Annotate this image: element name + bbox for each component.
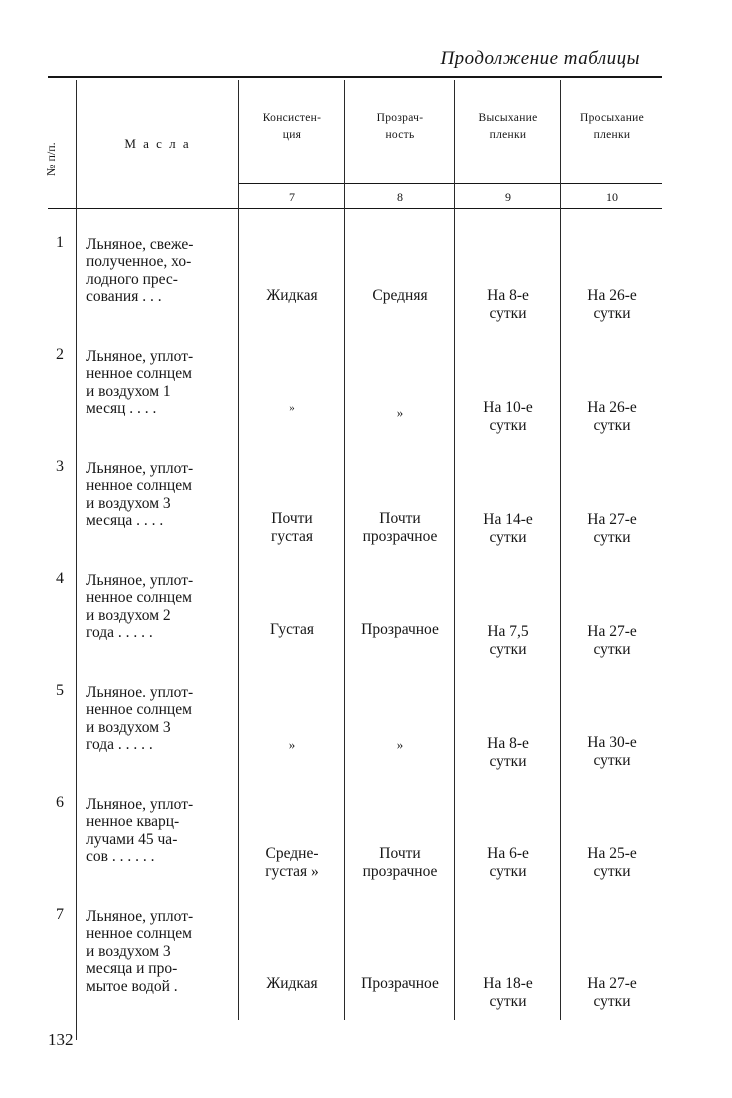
- oil-line: и воздухом 1: [86, 382, 171, 400]
- row-number: 6: [56, 794, 64, 811]
- oil-description: [86, 348, 236, 418]
- drying-cell: На 7,5 сутки: [487, 623, 529, 658]
- consistency-cell: Густая: [270, 621, 314, 638]
- through-drying-cell: На 26-е сутки: [587, 399, 637, 434]
- through-drying-cell: На 27-е сутки: [587, 623, 637, 658]
- column-divider-3: [344, 80, 345, 1020]
- oil-description: [86, 908, 236, 995]
- oil-line: ненное солнцем: [86, 925, 192, 943]
- drying-cell: На 10-е сутки: [483, 399, 533, 434]
- transparency-cell: Средняя: [372, 287, 428, 304]
- oil-description: [86, 236, 236, 306]
- oil-line: лодного прес-: [86, 270, 178, 288]
- oil-description: [86, 460, 236, 530]
- through-drying-cell: На 27-е сутки: [587, 975, 637, 1010]
- oil-line: ненное кварц-: [86, 813, 180, 831]
- column-divider-5: [560, 80, 561, 1020]
- row-number: 1: [56, 234, 64, 251]
- oil-line: полученное, хо-: [86, 253, 192, 271]
- row-number: 4: [56, 570, 64, 587]
- oil-line: мытое водой .: [86, 977, 178, 995]
- column-number-rule: [238, 183, 662, 184]
- oil-line: месяца . . . .: [86, 512, 164, 530]
- consistency-cell: Средне- густая »: [265, 845, 319, 880]
- oil-line: и воздухом 2: [86, 606, 171, 624]
- oil-line: Льняное. уплот-: [86, 684, 194, 701]
- oil-line: Льняное, свеже-: [86, 236, 194, 253]
- column-divider-2: [238, 80, 239, 1020]
- through-drying-cell: На 27-е сутки: [587, 511, 637, 546]
- consistency-cell: »: [289, 402, 295, 414]
- oil-line: сов . . . . . .: [86, 848, 155, 866]
- header-transparency: Прозрач- ность: [376, 112, 424, 141]
- transparency-cell: Прозрачное: [361, 621, 439, 638]
- transparency-cell: Прозрачное: [361, 975, 439, 992]
- transparency-cell: Почти прозрачное: [362, 510, 438, 545]
- consistency-cell: Жидкая: [266, 287, 318, 304]
- oil-line: месяц . . . .: [86, 400, 157, 418]
- oil-line: лучами 45 ча-: [86, 830, 178, 848]
- oil-line: ненное солнцем: [86, 477, 192, 495]
- oil-line: ненное солнцем: [86, 701, 192, 719]
- continuation-title: Продолжение таблицы: [440, 48, 640, 69]
- drying-cell: На 14-е сутки: [483, 511, 533, 546]
- column-number: 8: [397, 190, 403, 204]
- oil-line: месяца и про-: [86, 960, 178, 978]
- oil-line: Льняное, уплот-: [86, 572, 194, 589]
- oil-line: года . . . . .: [86, 624, 153, 642]
- drying-cell: На 18-е сутки: [483, 975, 533, 1010]
- consistency-cell: Почти густая: [271, 510, 313, 545]
- table-top-rule: [48, 76, 662, 78]
- drying-cell: На 8-е сутки: [487, 287, 529, 322]
- column-divider-4: [454, 80, 455, 1020]
- column-divider-1: [76, 80, 77, 1040]
- row-number: 7: [56, 906, 64, 923]
- oil-line: Льняное, уплот-: [86, 908, 194, 925]
- oil-line: ненное солнцем: [86, 365, 192, 383]
- header-number: № п/п.: [44, 142, 58, 176]
- oil-description: [86, 684, 236, 754]
- oil-line: и воздухом 3: [86, 718, 171, 736]
- oil-line: ненное солнцем: [86, 589, 192, 607]
- column-number: 7: [289, 190, 295, 204]
- oil-line: Льняное, уплот-: [86, 796, 194, 813]
- header-film-through-drying: Просыхание пленки: [579, 112, 645, 141]
- header-oil: М а с л а: [124, 136, 191, 151]
- oil-line: Льняное, уплот-: [86, 460, 194, 477]
- consistency-cell: »: [288, 737, 296, 752]
- header-consistency: Консистен- ция: [262, 112, 322, 141]
- oil-description: [86, 796, 236, 866]
- oil-line: года . . . . .: [86, 736, 153, 754]
- header-bottom-rule: [48, 208, 662, 209]
- page-number: 132: [48, 1030, 74, 1049]
- oil-line: и воздухом 3: [86, 942, 171, 960]
- column-number: 10: [606, 190, 618, 204]
- row-number: 2: [56, 346, 64, 363]
- oil-description: [86, 572, 236, 642]
- transparency-cell: Почти прозрачное: [362, 845, 438, 880]
- row-number: 3: [56, 458, 64, 475]
- through-drying-cell: На 26-е сутки: [587, 287, 637, 322]
- transparency-cell: »: [396, 737, 404, 752]
- column-number: 9: [505, 190, 511, 204]
- header-film-drying: Высыхание пленки: [478, 112, 538, 141]
- oil-line: сования . . .: [86, 288, 162, 306]
- transparency-cell: »: [396, 405, 404, 420]
- through-drying-cell: На 30-е сутки: [587, 734, 637, 769]
- drying-cell: На 6-е сутки: [487, 845, 529, 880]
- row-number: 5: [56, 682, 64, 699]
- oil-line: и воздухом 3: [86, 494, 171, 512]
- drying-cell: На 8-е сутки: [487, 735, 529, 770]
- consistency-cell: Жидкая: [266, 975, 318, 992]
- through-drying-cell: На 25-е сутки: [587, 845, 637, 880]
- oil-line: Льняное, уплот-: [86, 348, 194, 365]
